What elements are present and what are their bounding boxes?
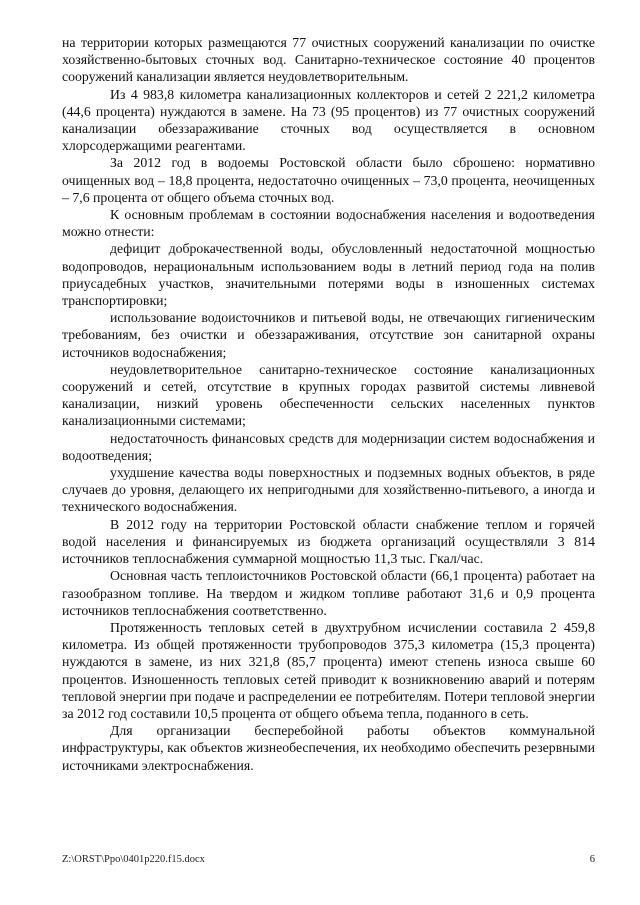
page-number: 6 xyxy=(589,854,595,865)
paragraph-7: неудовлетворительное санитарно-техническое состояние канализационных сооружений и сетей, отсутствие в крупных городах развитой системы ливневой канализации, низкий уровень обеспеченности сельских населенных пунктов канализационными системами; xyxy=(62,361,595,429)
page-footer xyxy=(62,854,595,865)
paragraph-12: Протяженность тепловых сетей в двухтрубном исчислении составила 2 459,8 километра. Из общей протяженности трубопроводов 375,3 километра (15,3 процента) нуждаются в замене, из них 321,8 (85,7 процента) имеют степень износа свыше 60 процентов. Изношенность тепловых сетей приводит к возникновению аварий и потерям тепловой энергии при подаче и распределении ее потребителям. Потери тепловой энергии за 2012 год составили 10,5 процента от общего объема тепла, поданного в сеть. xyxy=(62,619,595,721)
paragraph-11: Основная часть теплоисточников Ростовской области (66,1 процента) работает на газообразном топливе. На твердом и жидком топливе работают 31,6 и 0,9 процента источников теплоснабжения соответственно. xyxy=(62,568,595,618)
document-body xyxy=(62,34,595,774)
paragraph-3: За 2012 год в водоемы Ростовской области было сброшено: нормативно очищенных вод – 18,8 процента, недостаточно очищенных – 73,0 процента, неочищенных – 7,6 процента от общего объема сточных вод. xyxy=(62,155,595,205)
file-path: Z:\ORST\Ppo\0401p220.f15.docx xyxy=(62,854,205,865)
paragraph-1: на территории которых размещаются 77 очистных сооружений канализации по очистке хозяйственно-бытовых сточных вод. Санитарно-техническое состояние 40 процентов сооружений канализации является неудовлетворительным. xyxy=(62,35,595,85)
paragraph-4: К основным проблемам в состоянии водоснабжения населения и водоотведения можно отнести: xyxy=(62,207,595,240)
paragraph-10: В 2012 году на территории Ростовской области снабжение теплом и горячей водой населения и финансируемых из бюджета организаций осуществляли 3 814 источников теплоснабжения суммарной мощностью 11,3 тыс. Гкал/час. xyxy=(62,516,595,567)
paragraph-8: недостаточность финансовых средств для модернизации систем водоснабжения и водоотведения; xyxy=(62,430,595,463)
paragraph-2: Из 4 983,8 километра канализационных коллекторов и сетей 2 221,2 километра (44,6 процента) нуждаются в замене. На 73 (95 процентов) из 77 очистных сооружений канализации обеззараживание сточных вод осуществляется в основном хлорсодержащими реагентами. xyxy=(62,86,595,154)
paragraph-6: использование водоисточников и питьевой воды, не отвечающих гигиеническим требованиям, без очистки и обеззараживания, отсутствие зон санитарной охраны источников водоснабжения; xyxy=(62,310,595,360)
paragraph-5: дефицит доброкачественной воды, обусловленный недостаточной мощностью водопроводов, нерациональным использованием воды в летний период года на полив приусадебных участков, значительными потерями воды в изношенных системах транспортировки; xyxy=(62,241,595,309)
paragraph-13: Для организации бесперебойной работы объектов коммунальной инфраструктуры, как объектов жизнеобеспечения, их необходимо обеспечить резервными источниками электроснабжения. xyxy=(62,723,595,773)
paragraph-9: ухудшение качества воды поверхностных и подземных водных объектов, в ряде случаев до уровня, делающего их непригодными для хозяйственно-питьевого, а иногда и технического водоснабжения. xyxy=(62,465,595,515)
